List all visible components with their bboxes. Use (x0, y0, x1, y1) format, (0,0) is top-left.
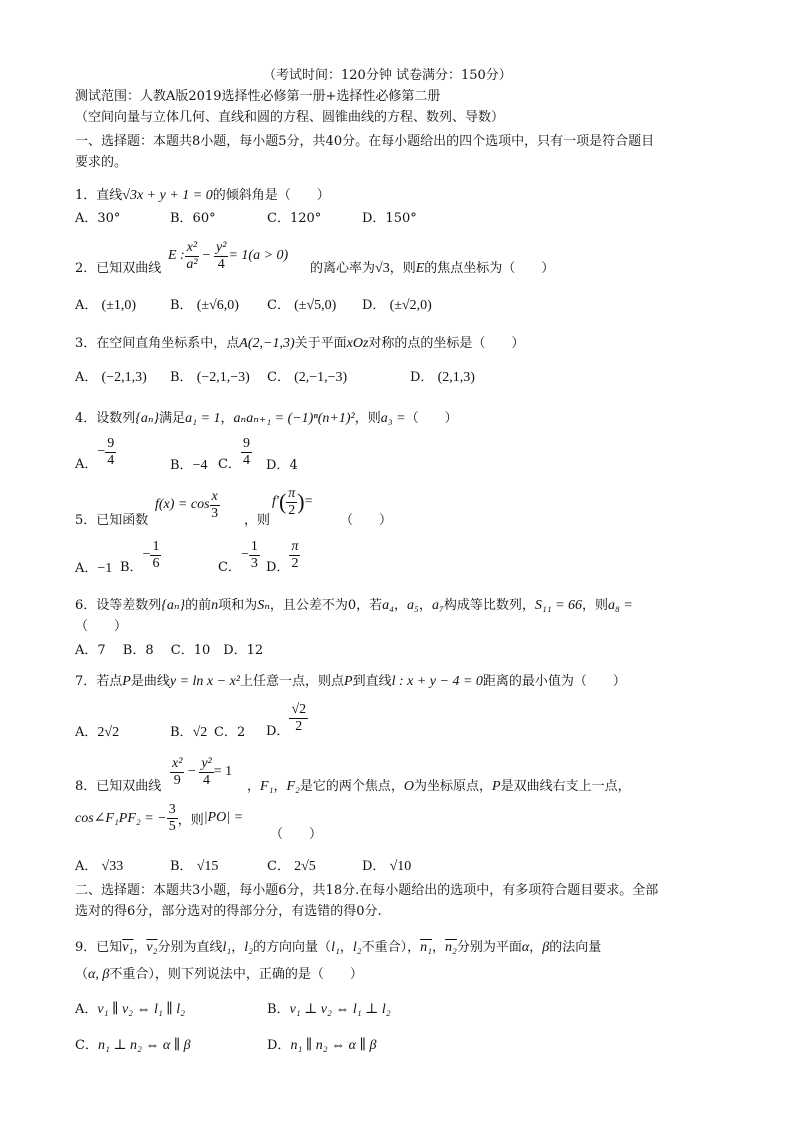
q7-option-c (214, 725, 245, 741)
q8-cos-numerator: 3 (168, 801, 176, 817)
q2-number: 2．已知双曲线 (75, 261, 162, 276)
q5-function-fraction (210, 489, 220, 522)
q2-option-b-label: B． (170, 298, 193, 313)
q5-option-b-label: B． (120, 560, 143, 575)
q2-option-c-label: C． (267, 298, 290, 313)
q7-option-c-label: C． (214, 725, 237, 740)
q4-option-a-sign: − (97, 444, 106, 459)
q6-stem-diff: ，且公差不为0，若 (269, 598, 383, 613)
q6-stem-then: ，则 (582, 598, 609, 613)
q4-condition-2: aₙaₙ₊₁ = (−1)ⁿ(n+1)² (233, 411, 355, 426)
q9-option-a-label: A． (75, 1002, 98, 1017)
q4-stem-then: ，则 (354, 411, 381, 426)
q8-cos-fraction (167, 802, 178, 835)
q3-option-a-label: A． (75, 370, 98, 385)
q9-plane-beta: β (542, 940, 550, 955)
q3-option-a-value: (−2,1,3) (101, 370, 147, 385)
q9-sep-1: ， (133, 940, 147, 955)
q3-option-c-label: C． (267, 370, 290, 385)
q8-option-a-label: A． (75, 859, 98, 874)
q3-option-d (410, 370, 475, 386)
q9-vector-n1: n₁ (420, 940, 432, 955)
test-scope-detail: （空间向量与立体几何、直线和圆的方程、圆锥曲线的方程、数列、导数） (75, 110, 505, 125)
q5-option-c-fraction (249, 539, 260, 572)
q7-option-d (266, 697, 308, 739)
q9-option-c (75, 1038, 191, 1054)
q2-den-4: 4 (217, 256, 225, 272)
q6-number: 6．设等差数列 (75, 598, 162, 613)
q8-fraction-x (170, 756, 184, 789)
q4-target: a₃ = (380, 411, 406, 426)
q9-stem-direction: 的方向向量（ (253, 940, 332, 955)
q8-stem-middle (247, 779, 631, 795)
q2-stem-text: 的离心率为 (310, 261, 376, 276)
q6-stem-first: 的前 (185, 598, 212, 613)
q8-option-b (170, 859, 218, 875)
q8-fraction-y (199, 756, 213, 789)
q4-stem-satisfies: 满足 (159, 411, 186, 426)
q5-derivative: f′ ( $\frac{\pi}{2}$ ) = (272, 485, 313, 518)
q9-option-b-label: B． (267, 1002, 290, 1017)
q3-option-b-value: (−2,1,−3) (196, 370, 250, 385)
q5-derivative-equals: = (304, 494, 313, 509)
q5-derivative-prefix: f′ (272, 494, 279, 509)
q9-vector-v1: v₁ (122, 940, 134, 955)
q8-focus-2: F₂ (286, 779, 300, 794)
question-1 (75, 188, 330, 204)
q6-n: n (211, 598, 219, 613)
section1-intro-cont: 要求的。 (75, 155, 128, 170)
q3-option-d-label: D． (410, 370, 434, 385)
q5-option-a-label: A． (75, 561, 98, 576)
q9-line-l1-2: l₁ (331, 940, 340, 955)
q2-option-c (267, 298, 336, 314)
q8-option-c (267, 859, 316, 875)
q6-stem-sum: 项和为 (218, 598, 258, 613)
q9-plane-alpha: α (521, 940, 530, 955)
q9-option-a-value: v₁ ∥ v₂ ⇔ l₁ ∥ l₂ (97, 1002, 185, 1017)
q8-option-a-value: √33 (101, 859, 124, 874)
q6-sep-1: ， (394, 598, 408, 613)
q4-separator: ， (220, 411, 234, 426)
q4-c-numerator: 9 (242, 435, 250, 451)
q5-function (155, 485, 220, 525)
q6-a7: a₇ (431, 598, 444, 613)
q3-stem-middle: 关于平面 (294, 336, 347, 351)
q3-option-b (170, 370, 250, 386)
q8-equals-one: = 1 (213, 764, 233, 779)
q3-number: 3．在空间直角坐标系中，点 (75, 336, 240, 351)
q4-stem-tail: （ ） (405, 411, 458, 426)
q3-option-a (75, 370, 147, 386)
q6-stem-geometric: 构成等比数列， (443, 598, 535, 613)
q1-option-d: D．150° (362, 211, 417, 226)
section2-intro-cont: 选对的得6分，部分选对的得部分分，有选错的得0分. (75, 904, 382, 919)
q8-option-b-label: B． (170, 859, 193, 874)
q7-option-c-value: 2 (236, 725, 246, 740)
q1-option-b: B．60° (170, 211, 216, 226)
q5-c-denominator: 3 (250, 555, 258, 571)
q2-stem-tail: 的焦点坐标为（ ） (424, 261, 555, 276)
q2-option-d-label: D． (362, 298, 386, 313)
q7-number: 7．若点 (75, 674, 123, 689)
q5-func-numerator: x (211, 488, 218, 504)
q6-s11: S₁₁ = 66 (534, 598, 583, 613)
q7-option-a-value: 2√2 (97, 725, 120, 740)
q8-option-d (362, 859, 411, 875)
q1-option-c: C．120° (267, 211, 322, 226)
q4-option-d-label: D． (266, 458, 290, 473)
q7-option-b-label: B． (170, 725, 193, 740)
q5-stem-then: ，则 (244, 513, 271, 528)
q6-a5: a₅ (407, 598, 419, 613)
q4-c-denominator: 4 (242, 452, 250, 468)
q5-b-numerator: 1 (152, 538, 160, 554)
q6-sn: Sₙ (257, 598, 270, 613)
q2-curve-name: E (415, 261, 425, 276)
q5-option-c (218, 535, 260, 575)
q2-fraction-x (185, 240, 199, 273)
q8-option-a (75, 859, 123, 875)
q2-hyperbola-equation: E : $\frac{\text{x²}}{\text{a²}}$ − $\frac{\text{y²}}{4}$ = 1(a > 0) (168, 239, 289, 272)
q9-stem-not-coincide: 不重合）， (361, 940, 421, 955)
q5-function-prefix: f(x) = cos (155, 497, 210, 512)
q9-number: 9．已知 (75, 940, 123, 955)
q6-a8: a₈ = (608, 598, 633, 613)
q2-option-a-value: (±1,0) (101, 298, 137, 313)
q9-alpha-beta: α, β (88, 967, 110, 982)
q4-option-b (170, 458, 207, 474)
q5-option-b (120, 535, 161, 575)
q8-stem-right-branch: 是双曲线右支上一点， (500, 779, 631, 794)
q7-stem-to-line: 到直线 (352, 674, 392, 689)
q4-a-numerator: 9 (107, 435, 115, 451)
q9-stem-lines: 分别为直线 (157, 940, 223, 955)
q8-option-d-value: √10 (389, 859, 412, 874)
q7-point-p: P (122, 674, 131, 689)
q4-option-a-fraction (105, 436, 116, 469)
q2-stem-then: ，则 (389, 261, 416, 276)
q9-option-b-value: v₁ ⊥ v₂ ⇔ l₁ ⊥ l₂ (289, 1002, 391, 1017)
q4-option-a (75, 432, 116, 472)
q4-option-b-value: −4 (192, 458, 208, 473)
q5-option-b-sign: − (142, 547, 151, 562)
q6-sep-2: ， (418, 598, 432, 613)
q4-a-denominator: 4 (107, 452, 115, 468)
q5-d-denominator: 2 (291, 555, 299, 571)
q9-sep-4: ， (432, 940, 446, 955)
q7-d-denominator: 2 (295, 718, 303, 734)
q6-options: A．7 B．8 C．10 D．12 (75, 643, 264, 658)
q9-sep-5: ， (529, 940, 543, 955)
q8-focus-1: F₁ (260, 779, 274, 794)
q7-option-b-value: √2 (192, 725, 208, 740)
q4-number: 4．设数列 (75, 411, 136, 426)
q8-option-c-label: C． (267, 859, 290, 874)
q8-origin: O (403, 779, 415, 794)
q8-num-x: x² (172, 755, 183, 771)
q2-option-b (170, 298, 239, 314)
q4-option-d (266, 458, 298, 474)
q1-line-equation: √3x + y + 1 = 0 (122, 188, 213, 203)
q5-option-d (266, 535, 300, 575)
q2-eq-suffix: = 1(a > 0) (228, 248, 289, 263)
q2-fraction-y (214, 240, 228, 273)
q9-option-a (75, 1002, 185, 1018)
q3-option-c (267, 370, 347, 386)
q9-line-l1: l₁ (222, 940, 232, 955)
question-3 (75, 336, 524, 352)
q8-cos-denominator: 5 (168, 818, 176, 834)
q5-d-numerator: π (291, 538, 299, 554)
q9-line-l2: l₂ (244, 940, 254, 955)
question-6 (75, 598, 633, 614)
q2-num-x: x² (186, 239, 198, 255)
q1-stem-tail: 的倾斜角是（ ） (212, 188, 330, 203)
q9-stem-normal: 的法向量 (549, 940, 602, 955)
q9-option-d-value: n₁ ∥ n₂ ⇔ α ∥ β (290, 1038, 377, 1053)
q7-d-numerator: √2 (291, 701, 307, 717)
q9-stem-tail: 不重合），则下列说法中，正确的是（ ） (109, 967, 363, 982)
question-9 (75, 940, 601, 956)
q5-number: 5．已知函数 (75, 513, 149, 528)
q7-line: l : x + y − 4 = 0 (391, 674, 483, 689)
q8-option-b-value: √15 (196, 859, 219, 874)
q8-den-4: 4 (203, 772, 211, 788)
test-scope: 测试范围：人教A版2019选择性必修第一册+选择性必修第二册 (75, 89, 441, 104)
q2-option-a-label: A． (75, 298, 98, 313)
q9-line-l2-2: l₂ (352, 940, 362, 955)
q9-vector-n2: n₂ (445, 940, 457, 955)
q2-stem-middle (310, 261, 554, 277)
q5-option-d-fraction (289, 539, 300, 572)
q8-cos-prefix: cos∠F₁PF₂ = − (75, 810, 167, 826)
q7-stem-curve: 是曲线 (130, 674, 170, 689)
q1-option-a: A．30° (75, 211, 121, 226)
q5-derivative-fraction (286, 486, 297, 519)
q2-option-c-value: (±√5,0) (294, 298, 337, 313)
q2-num-y: y² (216, 239, 227, 255)
q5-func-denominator: 3 (211, 505, 219, 521)
q4-option-c (218, 432, 252, 472)
q5-option-c-label: C． (218, 560, 241, 575)
q8-number: 8．已知双曲线 (75, 779, 162, 794)
q3-plane: xOz (346, 336, 369, 351)
q4-option-c-fraction (241, 436, 252, 469)
q2-option-b-value: (±√6,0) (196, 298, 239, 313)
q7-option-d-fraction (289, 702, 308, 735)
q8-po-length: |PO| = (203, 810, 244, 825)
q3-option-d-value: (2,1,3) (437, 370, 475, 385)
q9-stem-planes: 分别为平面 (456, 940, 522, 955)
q7-option-b (170, 725, 207, 741)
q8-den-9: 9 (173, 772, 181, 788)
q2-den-a: a² (186, 256, 198, 272)
q8-option-d-label: D． (362, 859, 386, 874)
q5-b-denominator: 6 (152, 555, 160, 571)
q9-line-2 (75, 967, 363, 983)
q8-option-c-value: 2√5 (294, 859, 316, 874)
q2-option-a (75, 298, 136, 314)
q5-deriv-numerator: π (288, 485, 296, 501)
q8-stem-origin: 为坐标原点， (414, 779, 493, 794)
q2-option-d-value: (±√2,0) (389, 298, 432, 313)
q5-option-c-sign: − (240, 547, 249, 562)
q5-option-d-label: D． (266, 560, 290, 575)
q7-point-p-2: P (344, 674, 353, 689)
q9-option-c-label: C． (75, 1038, 98, 1053)
q8-stem-then: ，则 (177, 812, 204, 828)
q3-option-b-label: B． (170, 370, 193, 385)
q6-sequence: {aₙ} (161, 598, 186, 613)
section1-intro: 一、选择题：本题共8小题，每小题5分，共40分。在每小题给出的四个选项中，只有一项是符合题目 (75, 134, 655, 149)
q5-option-a (75, 561, 112, 577)
q8-point-p: P (492, 779, 501, 794)
q7-stem-tail: 距离的最小值为（ ） (482, 674, 626, 689)
q4-option-d-value: 4 (289, 458, 298, 473)
q6-a4: a₄ (382, 598, 395, 613)
q9-option-d-label: D． (267, 1038, 291, 1053)
q4-option-b-label: B． (170, 458, 193, 473)
question-7 (75, 674, 626, 690)
q7-curve: y = ln x − x² (169, 674, 240, 689)
q8-stem-foci: 是它的两个焦点， (299, 779, 404, 794)
q5-option-b-fraction (150, 539, 161, 572)
q9-sep-3: ， (339, 940, 353, 955)
q5-deriv-denominator: 2 (288, 502, 296, 518)
q9-vector-v2: v₂ (146, 940, 158, 955)
q7-stem-arbitrary: 上任意一点，则点 (239, 674, 344, 689)
section2-intro: 二、选择题：本题共3小题，每小题6分，共18分.在每小题给出的选项中，有多项符合题目要求。全部 (75, 883, 659, 898)
q4-sequence: {aₙ} (135, 411, 160, 426)
q8-stem-tail: （ ） (270, 827, 323, 842)
q5-option-a-value: −1 (97, 561, 113, 576)
q9-paren-open: （ (75, 967, 89, 982)
q8-cosine-condition (75, 797, 243, 839)
q9-option-d (267, 1038, 376, 1054)
q2-eccentricity: √3 (375, 261, 390, 276)
q8-sep-1: ， (247, 779, 261, 794)
q1-number: 1．直线 (75, 188, 123, 203)
q6-stem-tail: （ ） (75, 619, 128, 634)
q8-sep-2: ， (273, 779, 287, 794)
q2-option-d (362, 298, 432, 314)
q7-option-d-label: D． (266, 724, 290, 739)
q3-stem-tail: 对称的点的坐标是（ ） (368, 336, 525, 351)
q8-hyperbola-equation: $\frac{\text{x²}}{9}$ − $\frac{\text{y²}}{4}$ = 1 (172, 755, 233, 788)
q9-sep-2: ， (231, 940, 245, 955)
q9-option-b (267, 1002, 391, 1018)
exam-time-info: （考试时间：120分钟 试卷满分：150分） (263, 68, 512, 83)
q8-num-y: y² (201, 755, 212, 771)
q7-option-a (75, 725, 119, 741)
q9-option-c-value: n₁ ⊥ n₂ ⇔ α ∥ β (97, 1038, 191, 1053)
q4-option-a-label: A． (75, 457, 98, 472)
q7-option-a-label: A． (75, 725, 98, 740)
question-4 (75, 411, 458, 427)
q5-c-numerator: 1 (250, 538, 258, 554)
q4-option-c-label: C． (218, 457, 241, 472)
q5-stem-tail: （ ） (340, 513, 393, 528)
q4-condition-1: a₁ = 1 (185, 411, 221, 426)
q3-option-c-value: (2,−1,−3) (294, 370, 348, 385)
q2-eq-prefix: E : (168, 248, 185, 263)
q3-point: A(2,−1,3) (239, 336, 295, 351)
